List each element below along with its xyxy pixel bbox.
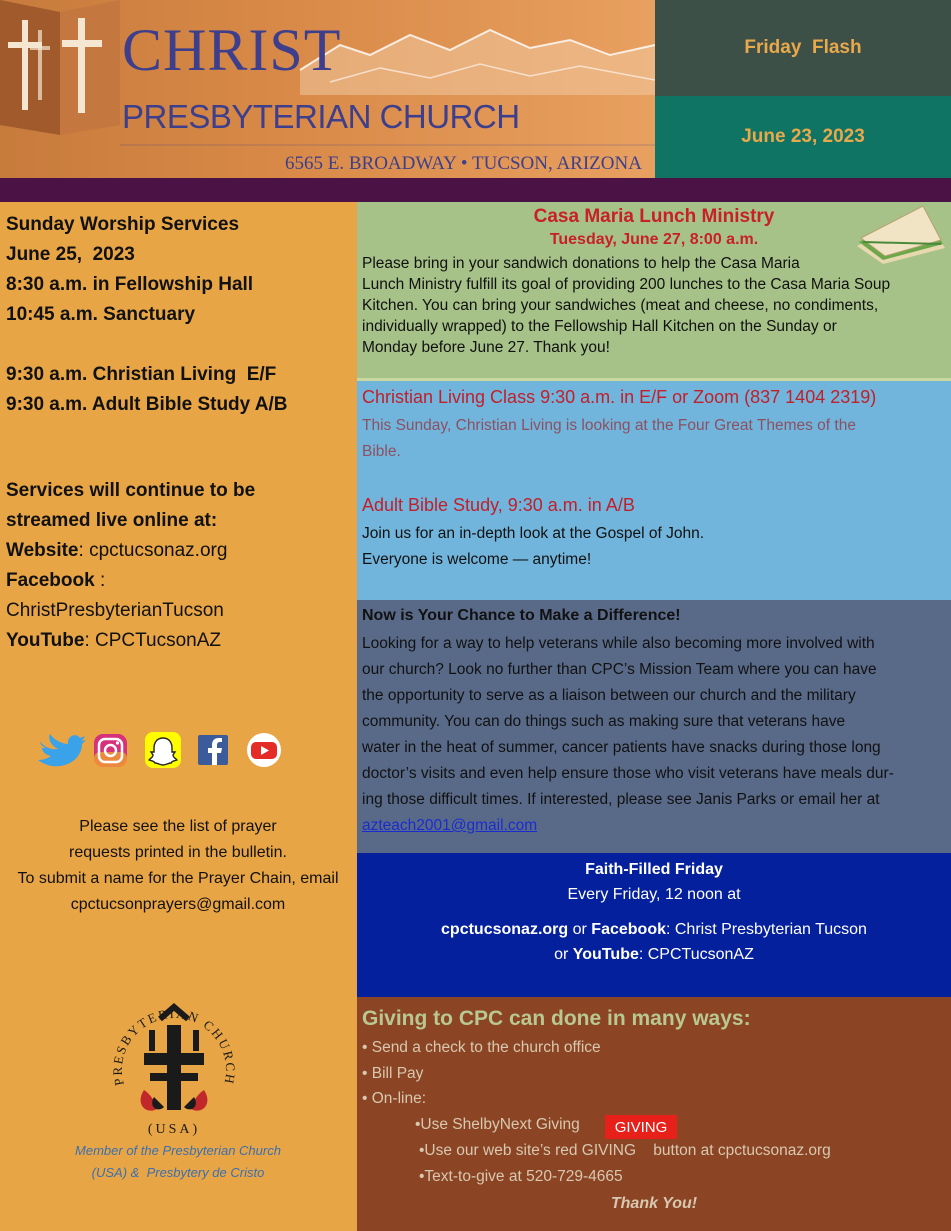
left-sidebar	[0, 202, 356, 1231]
giving-sub-item: •Use our web site’s red GIVING button at cpctucsonaz.org	[419, 1142, 831, 1159]
issue-date: June 23, 2023	[741, 126, 865, 147]
member-line-1: Member of the Presbyterian Church	[75, 1143, 281, 1158]
header	[0, 0, 951, 178]
website-label: Website	[6, 540, 79, 561]
crosses-icon	[0, 0, 120, 140]
faith-youtube-label: YouTube	[572, 946, 639, 963]
christian-living-body-line: This Sunday, Christian Living is looking at the Four Great Themes of the	[362, 417, 856, 434]
website-link[interactable]: : cpctucsonaz.org	[78, 540, 228, 561]
contact-email-link[interactable]: azteach2001@gmail.com	[362, 817, 538, 834]
difference-title: Now is Your Chance to Make a Difference!	[362, 607, 681, 624]
newsletter-name: Friday Flash	[744, 37, 862, 58]
instagram-icon[interactable]	[94, 734, 127, 767]
church-address: 6565 E. BROADWAY • TUCSON, ARIZONA	[285, 153, 641, 174]
facebook-line	[6, 566, 105, 596]
faith-site-link[interactable]: cpctucsonaz.org	[441, 921, 569, 938]
casa-subtitle: Tuesday, June 27, 8:00 a.m.	[549, 231, 759, 248]
difference-body	[362, 631, 947, 839]
website-line	[6, 536, 227, 566]
casa-body	[362, 253, 947, 358]
casa-maria-section	[357, 202, 951, 378]
twitter-icon[interactable]	[38, 734, 86, 766]
giving-sub-item: •Text-to-give at 520-729-4665	[419, 1168, 623, 1185]
make-a-difference-section	[357, 600, 951, 853]
faith-youtube-value[interactable]: : CPCTucsonAZ	[638, 946, 754, 963]
difference-body-line: community. You can do things such as making sure that veterans have	[362, 713, 846, 730]
difference-body-line: ing those difficult times. If interested, please see Janis Parks or email her at	[362, 791, 880, 808]
difference-body-line: our church? Look no further than CPC’s Mission Team where you can have	[362, 661, 877, 678]
facebook-colon: :	[94, 570, 106, 591]
christian-living-body-line: Bible.	[362, 443, 401, 460]
faith-facebook-label: Facebook	[591, 921, 666, 938]
divider-bar	[0, 178, 951, 202]
faith-facebook-value[interactable]: : Christ Presbyterian Tucson	[665, 921, 867, 938]
faith-or-2: or	[554, 946, 573, 963]
pcusa-seal-icon	[104, 995, 244, 1140]
casa-body-line: Kitchen. You can bring your sandwiches (meat and cheese, no condiments,	[362, 297, 879, 314]
facebook-icon[interactable]	[198, 735, 228, 765]
youtube-label: YouTube	[6, 630, 85, 651]
stream-line-1: Services will continue to be	[6, 480, 256, 501]
newsletter-name-panel	[655, 0, 951, 96]
stream-line-2: streamed live online at:	[6, 510, 218, 531]
facebook-label: Facebook	[6, 570, 95, 591]
casa-body-line: Please bring in your sandwich donations to help the Casa Maria	[362, 255, 800, 272]
bible-study-body-line: Everyone is welcome — anytime!	[362, 551, 592, 568]
class-time-2: 9:30 a.m. Adult Bible Study A/B	[6, 394, 288, 415]
difference-body-line: doctor’s visits and even help ensure those who visit veterans have meals dur-	[362, 765, 894, 782]
giving-button[interactable]: GIVING	[605, 1115, 677, 1139]
difference-body-line: water in the heat of summer, cancer patients have snacks during those long	[362, 739, 881, 756]
prayer-line-3: To submit a name for the Prayer Chain, email	[17, 870, 339, 887]
casa-body-line: Lunch Ministry fulfill its goal of providing 200 lunches to the Casa Maria Soup	[362, 276, 891, 293]
giving-item: • Send a check to the church office	[362, 1039, 601, 1056]
service-time-1: 8:30 a.m. in Fellowship Hall	[6, 274, 254, 295]
faith-when: Every Friday, 12 noon at	[567, 886, 741, 903]
faith-or-1: or	[568, 921, 592, 938]
christian-living-section	[357, 378, 951, 600]
youtube-line	[6, 626, 221, 656]
church-banner	[0, 0, 655, 178]
christian-living-title: Christian Living Class 9:30 a.m. in E/F or Zoom (837 1404 2319)	[362, 387, 877, 407]
giving-sub-item: •Use ShelbyNext Giving	[415, 1116, 580, 1133]
casa-body-line: individually wrapped) to the Fellowship Hall Kitchen on the Sunday or	[362, 318, 837, 335]
seal-text-top: PRESBYTERIAN CHURCH	[109, 1005, 239, 1087]
difference-body-line: the opportunity to serve as a liaison between our church and the military	[362, 687, 856, 704]
difference-body-line: Looking for a way to help veterans while also becoming more involved with	[362, 635, 875, 652]
service-time-2: 10:45 a.m. Sanctuary	[6, 304, 196, 325]
seal-text-bottom: (USA)	[147, 1122, 201, 1137]
prayer-line-1: Please see the list of prayer	[79, 818, 277, 835]
faith-filled-friday-section	[357, 853, 951, 997]
thank-you: Thank You!	[610, 1195, 698, 1212]
worship-date: June 25, 2023	[6, 244, 135, 265]
bible-study-title: Adult Bible Study, 9:30 a.m. in A/B	[362, 495, 635, 515]
snapchat-icon[interactable]	[145, 732, 181, 768]
casa-body-line: Monday before June 27. Thank you!	[362, 339, 610, 356]
social-icons	[38, 730, 298, 770]
issue-date-panel	[655, 96, 951, 178]
prayer-line-2: requests printed in the bulletin.	[69, 844, 287, 861]
logo-presbyterian-church: PRESBYTERIAN CHURCH	[122, 98, 520, 135]
prayer-request-notice	[0, 814, 356, 918]
logo-christ: CHRIST	[122, 17, 342, 83]
giving-title: Giving to CPC can done in many ways:	[362, 1007, 751, 1030]
giving-section	[357, 997, 951, 1231]
membership-note	[0, 1140, 356, 1184]
bible-study-body	[362, 521, 942, 573]
prayer-email[interactable]: cpctucsonprayers@gmail.com	[70, 896, 286, 913]
facebook-handle[interactable]: ChristPresbyterianTucson	[6, 600, 224, 621]
faith-title: Faith-Filled Friday	[585, 861, 723, 878]
giving-item: • On-line:	[362, 1090, 427, 1107]
member-line-2: (USA) & Presbytery de Cristo	[91, 1165, 265, 1180]
casa-title: Casa Maria Lunch Ministry	[533, 206, 775, 227]
youtube-handle[interactable]: : CPCTucsonAZ	[84, 630, 222, 651]
faith-links-line-2	[357, 946, 951, 964]
faith-links-line-1	[357, 921, 951, 939]
christian-living-body	[362, 413, 942, 465]
class-time-1: 9:30 a.m. Christian Living E/F	[6, 364, 277, 385]
youtube-icon[interactable]	[247, 733, 281, 767]
giving-item: • Bill Pay	[362, 1065, 424, 1082]
worship-title: Sunday Worship Services	[6, 214, 240, 235]
bible-study-body-line: Join us for an in-depth look at the Gospel of John.	[362, 525, 705, 542]
